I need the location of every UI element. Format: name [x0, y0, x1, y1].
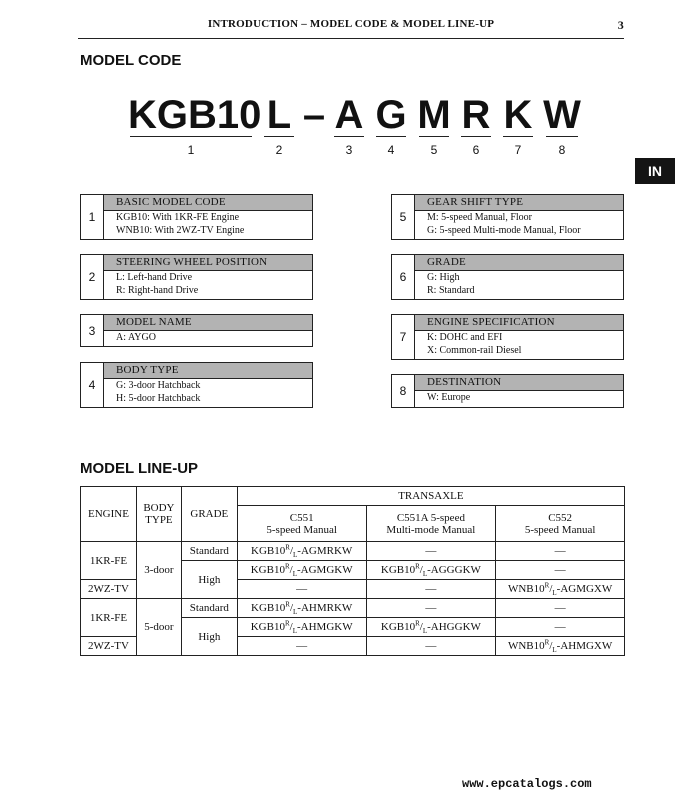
cell-grade: Standard [181, 542, 237, 561]
code-number-3: 3 [345, 143, 353, 157]
box-line: X: Common-rail Diesel [427, 345, 522, 356]
box-header: GRADE [415, 255, 623, 271]
box-line: G: 3-door Hatchback [116, 380, 201, 391]
box-number: 2 [81, 255, 104, 299]
box-header: MODEL NAME [104, 315, 312, 331]
header-transaxle: TRANSAXLE [237, 487, 624, 506]
cell-none: — [496, 561, 625, 580]
code-number-5: 5 [430, 143, 438, 157]
code-box-steering-wheel [80, 254, 313, 300]
cell-model: $WNB10^R/_L$-AGMGXW [496, 580, 625, 599]
box-line: WNB10: With 2WZ-TV Engine [116, 225, 245, 236]
box-number: 7 [392, 315, 415, 359]
table-row [81, 599, 625, 618]
code-underline [419, 136, 449, 137]
cell-none: — [237, 580, 366, 599]
footer-url: www.epcatalogs.com [462, 777, 592, 791]
box-line: K: DOHC and EFI [427, 332, 503, 343]
cell-none: — [366, 580, 496, 599]
code-part-kgb10: KGB10 [128, 93, 262, 137]
cell-engine: 1KR-FE [81, 599, 137, 637]
code-box-grade [391, 254, 624, 300]
cell-none: — [366, 542, 496, 561]
code-number-7: 7 [514, 143, 522, 157]
code-part-g: G [375, 93, 407, 137]
code-number-6: 6 [472, 143, 480, 157]
code-box-engine-spec [391, 314, 624, 360]
box-number: 5 [392, 195, 415, 239]
code-part-m: M [417, 93, 451, 137]
code-part-dash: – [302, 93, 326, 137]
header-grade: GRADE [181, 487, 237, 542]
code-underline [130, 136, 252, 137]
code-part-w: W [543, 93, 581, 137]
box-header: STEERING WHEEL POSITION [104, 255, 312, 271]
cell-none: — [496, 599, 625, 618]
box-line: R: Right-hand Drive [116, 285, 199, 296]
box-number: 8 [392, 375, 415, 407]
box-line: A: AYGO [116, 332, 156, 343]
box-number: 3 [81, 315, 104, 346]
cell-model: $KGB10^R/_L$-AGGGKW [366, 561, 496, 580]
cell-none: — [496, 618, 625, 637]
header-c551: C551 5-speed Manual [237, 506, 366, 542]
cell-engine: 2WZ-TV [81, 637, 137, 656]
box-number: 6 [392, 255, 415, 299]
header-c552: C552 5-speed Manual [496, 506, 625, 542]
box-header: BASIC MODEL CODE [104, 195, 312, 211]
header-body-type: BODY TYPE [136, 487, 181, 542]
cell-body: 3-door [136, 542, 181, 599]
box-line: KGB10: With 1KR-FE Engine [116, 212, 240, 223]
cell-model: $KGB10^R/_L$-AHGGKW [366, 618, 496, 637]
code-box-gear-shift [391, 194, 624, 240]
cell-model: $WNB10^R/_L$-AHMGXW [496, 637, 625, 656]
code-underline [503, 136, 533, 137]
box-header: ENGINE SPECIFICATION [415, 315, 623, 331]
box-header: GEAR SHIFT TYPE [415, 195, 623, 211]
code-underline [264, 136, 294, 137]
code-part-k: K [503, 93, 533, 137]
code-number-1: 1 [187, 143, 195, 157]
cell-model: $KGB10^R/_L$-AGMRKW [237, 542, 366, 561]
box-line: L: Left-hand Drive [116, 272, 193, 283]
table-header-row [81, 487, 625, 506]
box-line: G: 5-speed Multi-mode Manual, Floor [427, 225, 581, 236]
header-c551a: C551A 5-speed Multi-mode Manual [366, 506, 496, 542]
model-lineup-table [80, 486, 625, 656]
section-tab-in: IN [635, 158, 675, 184]
code-number-8: 8 [558, 143, 566, 157]
model-code-title: MODEL CODE [80, 52, 182, 69]
code-underline [546, 136, 578, 137]
cell-engine: 2WZ-TV [81, 580, 137, 599]
cell-grade: High [181, 561, 237, 599]
code-underline [334, 136, 364, 137]
cell-model: $KGB10^R/_L$-AHMRKW [237, 599, 366, 618]
box-line: W: Europe [427, 392, 471, 403]
box-line: H: 5-door Hatchback [116, 393, 201, 404]
cell-none: — [366, 599, 496, 618]
code-part-r: R [461, 93, 491, 137]
box-line: R: Standard [427, 285, 475, 296]
code-box-model-name [80, 314, 313, 347]
cell-body: 5-door [136, 599, 181, 656]
table-row [81, 542, 625, 561]
code-part-l: L [266, 93, 292, 137]
code-number-2: 2 [275, 143, 283, 157]
model-lineup-title: MODEL LINE-UP [80, 460, 199, 477]
cell-grade: High [181, 618, 237, 656]
header-engine: ENGINE [81, 487, 137, 542]
code-box-destination [391, 374, 624, 408]
code-box-basic-model [80, 194, 313, 240]
cell-engine: 1KR-FE [81, 542, 137, 580]
cell-none: — [366, 637, 496, 656]
box-line: G: High [427, 272, 460, 283]
cell-none: — [496, 542, 625, 561]
code-number-4: 4 [387, 143, 395, 157]
cell-model: $KGB10^R/_L$-AHMGKW [237, 618, 366, 637]
code-part-a: A [334, 93, 364, 137]
box-line: M: 5-speed Manual, Floor [427, 212, 532, 223]
cell-grade: Standard [181, 599, 237, 618]
code-box-body-type [80, 362, 313, 408]
page-header-title: INTRODUCTION – MODEL CODE & MODEL LINE-UP [207, 18, 495, 30]
page-header [78, 16, 624, 39]
code-underline [461, 136, 491, 137]
box-number: 4 [81, 363, 104, 407]
cell-model: $KGB10^R/_L$-AGMGKW [237, 561, 366, 580]
box-header: BODY TYPE [104, 363, 312, 379]
cell-none: — [237, 637, 366, 656]
page-number: 3 [617, 18, 624, 32]
box-number: 1 [81, 195, 104, 239]
code-underline [376, 136, 406, 137]
box-header: DESTINATION [415, 375, 623, 391]
